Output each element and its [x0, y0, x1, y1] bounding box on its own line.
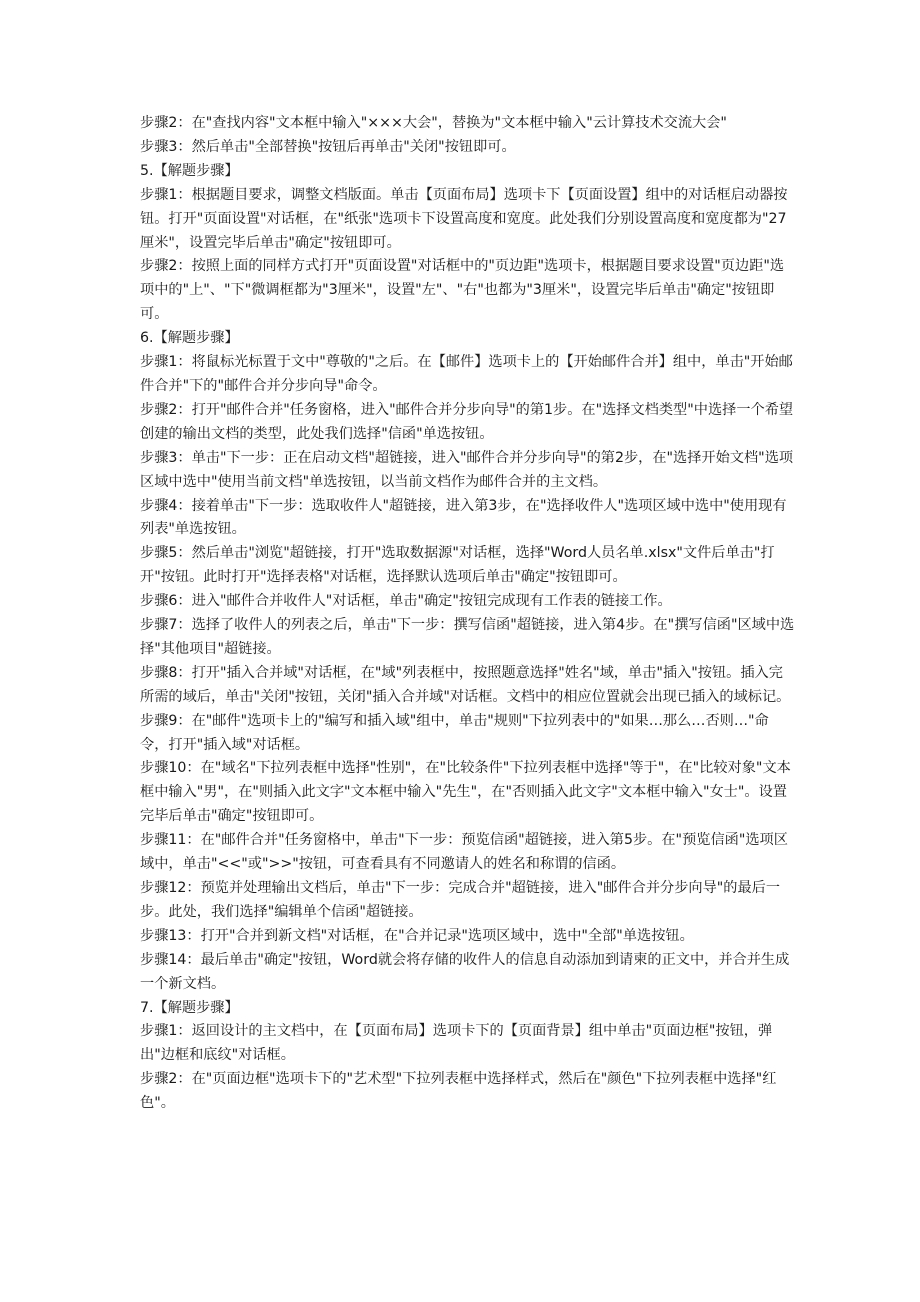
paragraph-step: 步骤5：然后单击"浏览"超链接，打开"选取数据源"对话框，选择"Word人员名单.xlsx"文件后单击"打开"按钮。此时打开"选择表格"对话框，选择默认选项后单击"确定"按钮即可。 — [140, 545, 775, 586]
paragraph-step: 步骤12：预览并处理输出文档后，单击"下一步：完成合并"超链接，进入"邮件合并分步向导"的最后一步。此处，我们选择"编辑单个信函"超链接。 — [140, 880, 781, 920]
paragraph-step: 步骤11：在"邮件合并"任务窗格中，单击"下一步：预览信函"超链接，进入第5步。在"预览信函"选项区域中，单击"<<"或">>"按钮，可查看具有不同邀请人的姓名和称谓的信函。 — [140, 832, 788, 873]
paragraph-step: 步骤1：将鼠标光标置于文中"尊敬的"之后。在【邮件】选项卡上的【开始邮件合并】组中，单击"开始邮件合并"下的"邮件合并分步向导"命令。 — [140, 354, 793, 394]
paragraph-step: 步骤3：单击"下一步：正在启动文档"超链接，进入"邮件合并分步向导"的第2步，在"选择开始文档"选项区域中选中"使用当前文档"单选按钮，以当前文档作为邮件合并的主文档。 — [140, 449, 794, 490]
section-heading: 6.【解题步骤】 — [140, 330, 239, 347]
paragraph-step: 步骤13：打开"合并到新文档"对话框，在"合并记录"选项区域中，选中"全部"单选按钮。 — [140, 927, 694, 944]
paragraph-step: 步骤9：在"邮件"选项卡上的"编写和插入域"组中，单击"规则"下拉列表中的"如果…那么…否则…"命令，打开"插入域"对话框。 — [140, 712, 769, 753]
paragraph-step: 步骤2：打开"邮件合并"任务窗格，进入"邮件合并分步向导"的第1步。在"选择文档类型"中选择一个希望创建的输出文档的类型，此处我们选择"信函"单选按钮。 — [140, 401, 794, 442]
paragraph-step: 步骤4：接着单击"下一步：选取收件人"超链接，进入第3步，在"选择收件人"选项区域中选中"使用现有列表"单选按钮。 — [140, 497, 787, 538]
paragraph-step: 步骤2：在"页面边框"选项卡下的"艺术型"下拉列表框中选择样式，然后在"颜色"下拉列表框中选择"红色"。 — [140, 1071, 777, 1112]
paragraph-step: 步骤8：打开"插入合并域"对话框，在"域"列表框中，按照题意选择"姓名"域，单击"插入"按钮。插入完所需的域后，单击"关闭"按钮，关闭"插入合并域"对话框。文档中的相应位置就会出现已插入的域标记。 — [140, 664, 791, 705]
paragraph-step: 步骤1：返回设计的主文档中，在【页面布局】选项卡下的【页面背景】组中单击"页面边框"按钮，弹出"边框和底纹"对话框。 — [140, 1023, 773, 1064]
paragraph-step: 步骤1：根据题目要求，调整文档版面。单击【页面布局】选项卡下【页面设置】组中的对话框启动器按钮。打开"页面设置"对话框，在"纸张"选项卡下设置高度和宽度。此处我们分别设置高度和宽度都为"27厘米"，设置完毕后单击"确定"按钮即可。 — [140, 186, 788, 251]
paragraph-step: 步骤3：然后单击"全部替换"按钮后再单击"关闭"按钮即可。 — [140, 138, 516, 155]
paragraph-step: 步骤2：在"查找内容"文本框中输入"×××大会"，替换为"文本框中输入"云计算技术交流大会" — [140, 115, 727, 131]
paragraph-step: 步骤14：最后单击"确定"按钮，Word就会将存储的收件人的信息自动添加到请柬的正文中，并合并生成一个新文档。 — [140, 951, 790, 992]
paragraph-step: 步骤7：选择了收件人的列表之后，单击"下一步：撰写信函"超链接，进入第4步。在"撰写信函"区域中选择"其他项目"超链接。 — [140, 617, 795, 657]
paragraph-step: 步骤6：进入"邮件合并收件人"对话框，单击"确定"按钮完成现有工作表的链接工作。 — [140, 593, 672, 610]
section-heading: 7.【解题步骤】 — [140, 999, 239, 1016]
paragraph-step: 步骤10：在"域名"下拉列表框中选择"性别"，在"比较条件"下拉列表框中选择"等于"，在"比较对象"文本框中输入"男"，在"则插入此文字"文本框中输入"先生"，在"否则插入此文字"文本框中输入"女士"。设置完毕后单击"确定"按钮即可。 — [140, 760, 791, 825]
document-body — [140, 112, 795, 1116]
paragraph-step: 步骤2：按照上面的同样方式打开"页面设置"对话框中的"页边距"选项卡，根据题目要求设置"页边距"选项中的"上"、"下"微调框都为"3厘米"，设置"左"、"右"也都为"3厘米"，设置完毕后单击"确定"按钮即可。 — [140, 258, 785, 323]
section-heading: 5.【解题步骤】 — [140, 162, 239, 179]
